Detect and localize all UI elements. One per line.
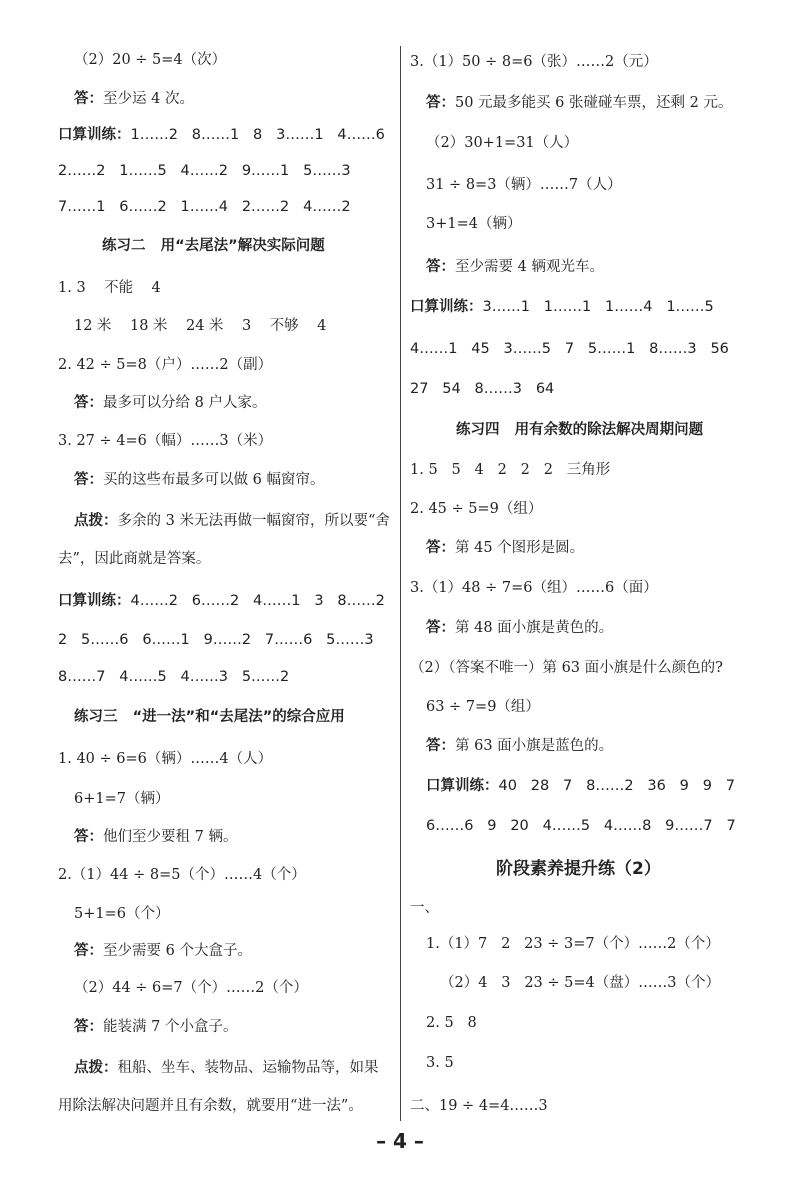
column-divider xyxy=(400,46,401,1121)
hint-line: 去”，因此商就是答案。 xyxy=(58,551,211,567)
section-heading-exercise-4: 练习四 用有余数的除法解决周期问题 xyxy=(456,422,704,438)
section-heading-stage-practice: 阶段素养提升练（2） xyxy=(496,859,661,879)
answer-line: 1.（1）7 2 23 ÷ 3=7（个）……2（个） xyxy=(426,936,720,952)
answer-line: （2）4 3 23 ÷ 5=4（盘）……3（个） xyxy=(440,975,720,991)
answer-line: 答：买的这些布最多可以做 6 幅窗帘。 xyxy=(74,472,325,488)
answer-line: 2. 42 ÷ 5=8（户）……2（副） xyxy=(58,357,273,373)
answer-line: 12 米 18 米 24 米 3 不够 4 xyxy=(74,318,327,334)
page-number: – 4 – xyxy=(376,1129,424,1153)
answer-line: 31 ÷ 8=3（辆）……7（人） xyxy=(426,177,622,193)
answer-line: 2. 5 8 xyxy=(426,1015,477,1031)
oral-training-line: 口算训练：40 28 7 8……2 36 9 9 7 xyxy=(426,778,735,794)
hint-line: 点拨：多余的 3 米无法再做一幅窗帘，所以要“舍 xyxy=(74,513,390,529)
hint-line: 用除法解决问题并且有余数，就要用“进一法”。 xyxy=(58,1098,363,1114)
answer-line: 3+1=4（辆） xyxy=(426,216,522,232)
answer-line: 1. 5 5 4 2 2 2 三角形 xyxy=(410,462,611,478)
answer-line: 二、19 ÷ 4=4……3 xyxy=(410,1098,548,1114)
answer-line: 1. 3 不能 4 xyxy=(58,280,161,296)
hint-line: 点拨：租船、坐车、装物品、运输物品等，如果 xyxy=(74,1060,379,1076)
answer-line: 答：能装满 7 个小盒子。 xyxy=(74,1019,238,1035)
answer-line: （2）44 ÷ 6=7（个）……2（个） xyxy=(74,980,308,996)
answer-line: 答：50 元最多能买 6 张碰碰车票，还剩 2 元。 xyxy=(426,95,733,111)
answer-line: 答：第 45 个图形是圆。 xyxy=(426,540,585,556)
answer-line: 6+1=7（辆） xyxy=(74,791,170,807)
answer-line: 答：第 63 面小旗是蓝色的。 xyxy=(426,738,614,754)
answer-line: 3. 5 xyxy=(426,1055,454,1071)
oral-training-line: 7……1 6……2 1……4 2……2 4……2 xyxy=(58,199,351,215)
answer-line: 答：至少需要 4 辆观光车。 xyxy=(426,259,604,275)
oral-training-line: 27 54 8……3 64 xyxy=(410,381,555,397)
section-heading-exercise-2: 练习二 用“去尾法”解决实际问题 xyxy=(102,238,325,254)
oral-training-line: 6……6 9 20 4……5 4……8 9……7 7 xyxy=(426,818,736,834)
answer-line: （2）30+1=31（人） xyxy=(426,135,579,151)
answer-line: （2）20 ÷ 5=4（次） xyxy=(74,52,227,68)
section-heading-exercise-3: 练习三 “进一法”和“去尾法”的综合应用 xyxy=(74,709,345,725)
answer-line: （2）（答案不唯一）第 63 面小旗是什么颜色的? xyxy=(410,660,723,676)
answer-line: 答：至少运 4 次。 xyxy=(74,91,194,107)
answer-line: 2.（1）44 ÷ 8=5（个）……4（个） xyxy=(58,867,306,883)
answer-line: 答：他们至少要租 7 辆。 xyxy=(74,829,238,845)
answer-line: 3. 27 ÷ 4=6（幅）……3（米） xyxy=(58,433,273,449)
part-label: 一、 xyxy=(410,900,439,916)
answer-line: 答：至少需要 6 个大盒子。 xyxy=(74,943,252,959)
oral-training-line: 2……2 1……5 4……2 9……1 5……3 xyxy=(58,163,351,179)
answer-line: 5+1=6（个） xyxy=(74,906,170,922)
oral-training-line: 口算训练：1……2 8……1 8 3……1 4……6 xyxy=(58,127,385,143)
answer-line: 3.（1）50 ÷ 8=6（张）……2（元） xyxy=(410,54,658,70)
answer-line: 1. 40 ÷ 6=6（辆）……4（人） xyxy=(58,751,273,767)
oral-training-line: 口算训练：4……2 6……2 4……1 3 8……2 xyxy=(58,593,385,609)
answer-line: 2. 45 ÷ 5=9（组） xyxy=(410,501,543,517)
oral-training-line: 4……1 45 3……5 7 5……1 8……3 56 xyxy=(410,341,729,357)
answer-line: 63 ÷ 7=9（组） xyxy=(426,699,540,715)
answer-line: 答：最多可以分给 8 户人家。 xyxy=(74,395,267,411)
answer-line: 3.（1）48 ÷ 7=6（组）……6（面） xyxy=(410,580,658,596)
oral-training-line: 口算训练：3……1 1……1 1……4 1……5 xyxy=(410,299,714,315)
answer-line: 答：第 48 面小旗是黄色的。 xyxy=(426,620,614,636)
oral-training-line: 2 5……6 6……1 9……2 7……6 5……3 xyxy=(58,632,374,648)
oral-training-line: 8……7 4……5 4……3 5……2 xyxy=(58,669,290,685)
